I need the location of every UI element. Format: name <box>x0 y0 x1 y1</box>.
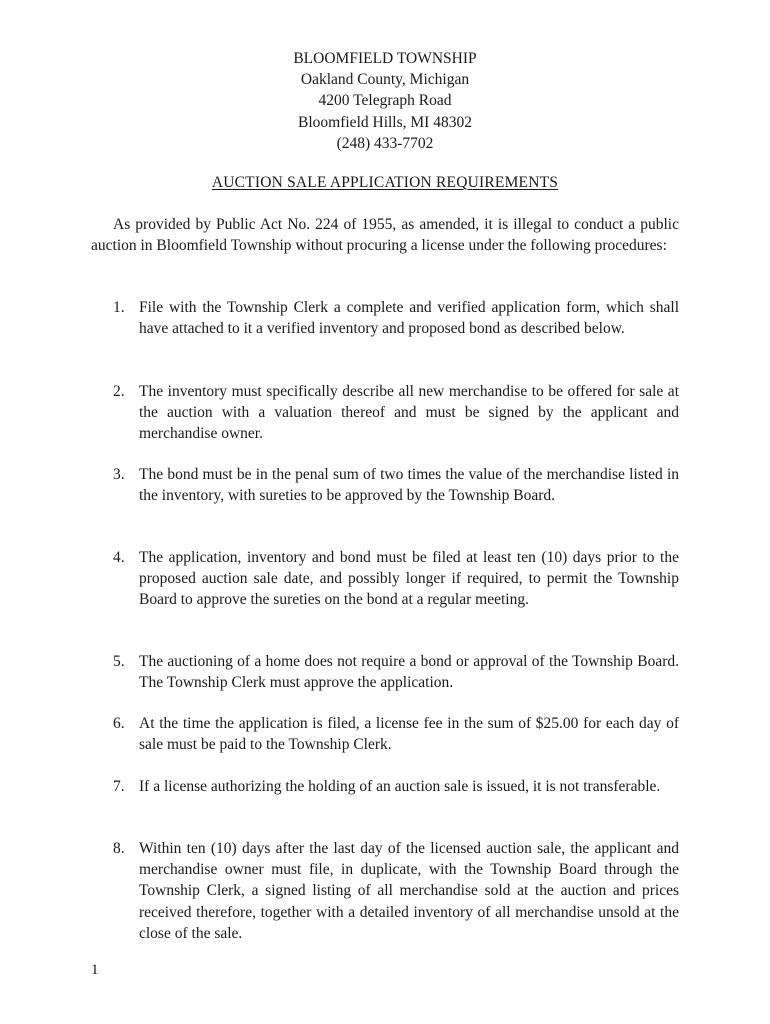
list-item-text: The auctioning of a home does not require a bond or approval of the Township Board. The Township Clerk must approve the application. <box>139 653 679 692</box>
list-item-text: If a license authorizing the holding of an auction sale is issued, it is not transferable. <box>139 778 661 795</box>
intro-paragraph: As provided by Public Act No. 224 of 1955, as amended, it is illegal to conduct a public auction in Bloomfield Township without procuring a license under the following procedures: <box>91 216 679 255</box>
list-item-number: 6. <box>113 715 125 732</box>
document-title-text: AUCTION SALE APPLICATION REQUIREMENTS <box>211 174 559 191</box>
header-township-name: BLOOMFIELD TOWNSHIP <box>293 50 477 67</box>
list-item-number: 7. <box>113 778 125 795</box>
header-city-state-zip: Bloomfield Hills, MI 48302 <box>298 113 472 131</box>
list-item-text: The bond must be in the penal sum of two times the value of the merchandise listed in the inventory, with sureties to be approved by the Township Board. <box>139 466 679 505</box>
list-item-number: 2. <box>113 383 125 400</box>
list-item-text: File with the Township Clerk a complete and verified application form, which shall have attached to it a verified inventory and proposed bond as described below. <box>139 299 679 338</box>
list-item-number: 4. <box>113 549 125 566</box>
document-title <box>0 172 770 193</box>
header-phone: (248) 433-7702 <box>336 134 434 152</box>
list-item-number: 1. <box>113 299 125 316</box>
list-item-text: Within ten (10) days after the last day of the licensed auction sale, the applicant and merchandise owner must file, in duplicate, with the Township Board through the Township Clerk, a signed listing of all merchandise sold at the auction and prices received therefore, together with a detailed inventory of all merchandise unsold at the close of the sale. <box>139 840 679 942</box>
list-item-number: 5. <box>113 653 125 670</box>
header-street-address: 4200 Telegraph Road <box>318 92 452 110</box>
header-county: Oakland County, Michigan <box>300 71 470 89</box>
list-item-text: The application, inventory and bond must be filed at least ten (10) days prior to the proposed auction sale date, and possibly longer if required, to permit the Township Board to approve the sureties on the bond at a regular meeting. <box>139 549 679 609</box>
list-item-number: 8. <box>113 840 125 857</box>
list-item-text: At the time the application is filed, a license fee in the sum of $25.00 for each day of sale must be paid to the Township Clerk. <box>139 715 679 754</box>
list-item-number: 3. <box>113 466 125 483</box>
township-header <box>0 48 770 154</box>
page-number: 1 <box>91 962 99 978</box>
list-item-text: The inventory must specifically describe all new merchandise to be offered for sale at the auction with a valuation thereof and must be signed by the applicant and merchandise owner. <box>139 383 679 443</box>
